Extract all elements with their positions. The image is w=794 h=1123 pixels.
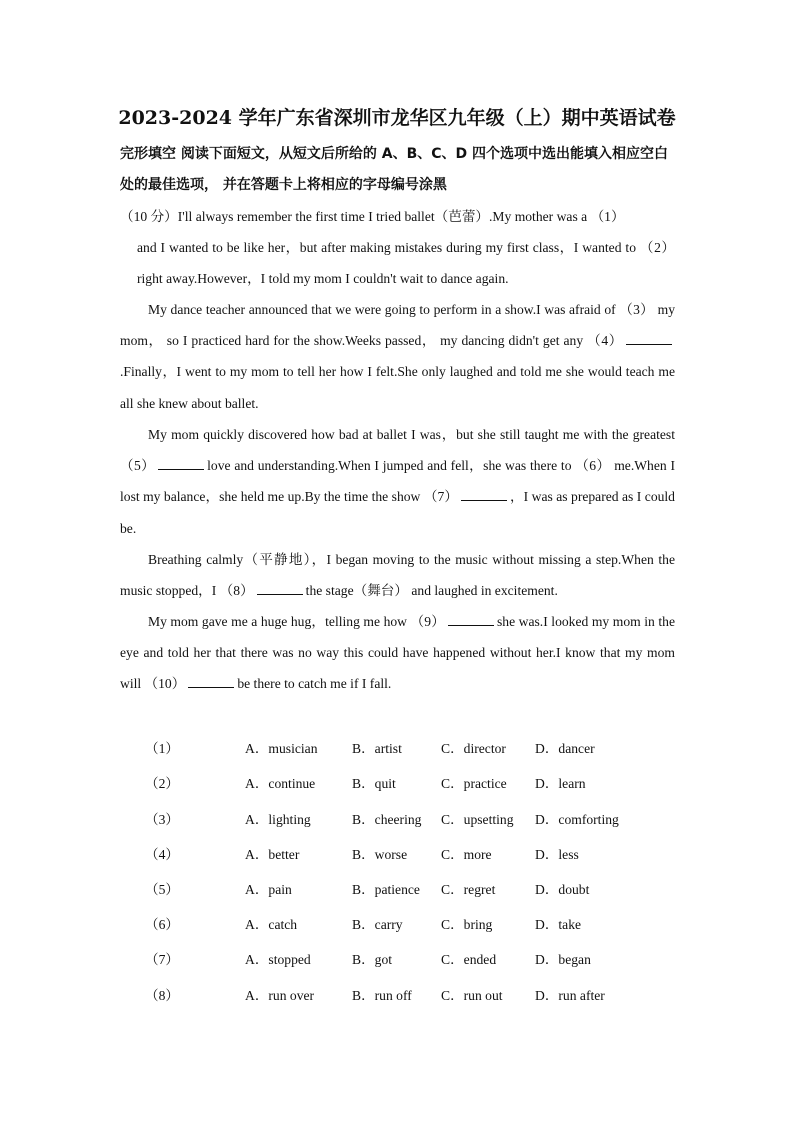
paragraph-1-rest: and I wanted to be like her，but after making mistakes during my first class，I wanted to （2） right away.However，I told my mom I couldn't wait to dance again. <box>137 240 675 287</box>
option-d: D．less <box>535 847 579 862</box>
option-a: A．lighting <box>245 812 311 827</box>
answer-blank-4 <box>626 332 672 345</box>
answer-blank-10 <box>188 675 234 688</box>
instructions-line-2: 处的最佳选项， 并在答题卡上将相应的字母编号涂黑 <box>120 177 447 193</box>
paragraph-3-text-c: ，I was as prepared as I could be. <box>120 489 675 536</box>
option-b: B．carry <box>352 917 403 932</box>
option-c: C．bring <box>441 917 493 932</box>
paragraph-3-text-a: My mom quickly discovered how bad at ballet I was，but she still taught me with the greatest （5） <box>120 427 675 474</box>
option-c: C．upsetting <box>441 812 514 827</box>
question-number: （1） <box>145 741 179 756</box>
option-b: B．run off <box>352 988 412 1003</box>
paragraph-5-text-b: she was.I looked my mom in the eye and told her that there was no way this could have happened without her.I know that my mom will （10） <box>120 614 675 692</box>
option-b: B．got <box>352 952 393 967</box>
question-number: （8） <box>145 988 179 1003</box>
answer-blank-9 <box>448 613 494 626</box>
option-b: B．artist <box>352 741 402 756</box>
option-a: A．pain <box>245 882 292 897</box>
option-a: A．continue <box>245 776 316 791</box>
option-d: D．began <box>535 952 591 967</box>
question-number: （3） <box>145 812 179 827</box>
page-title: 2023-2024 学年广东省深圳市龙华区九年级（上）期中英语试卷 <box>118 107 676 129</box>
question-number: （7） <box>145 952 179 967</box>
passage-paragraph-4 <box>120 544 675 606</box>
question-number: （4） <box>145 847 179 862</box>
paragraph-5-text-c: be there to catch me if I fall. <box>237 676 392 692</box>
paragraph-3-text-b: love and understanding.When I jumped and fell，she was there to （6） me.When I lost my balance，she held me up.By the time the show （7） <box>120 458 675 505</box>
option-a: A．catch <box>245 917 298 932</box>
passage-paragraph-3 <box>120 419 675 544</box>
paragraph-5-text-a: My mom gave me a huge hug，telling me how （9） <box>148 614 445 629</box>
paragraph-1-lead: （10 分）I'll always remember the first time I tried ballet（芭蕾）.My mother was a （1） <box>120 209 625 224</box>
question-number: （6） <box>145 917 179 932</box>
paragraph-4-text-a: Breathing calmly（平静地），I began moving to the music without missing a step.When the music stopped，I （8） <box>120 552 675 599</box>
answer-blank-5 <box>158 457 204 470</box>
option-a: A．better <box>245 847 300 862</box>
option-c: C．practice <box>441 776 507 791</box>
option-c: C．ended <box>441 952 497 967</box>
option-a: A．run over <box>245 988 315 1003</box>
passage-paragraph-5 <box>120 606 675 700</box>
option-c: C．run out <box>441 988 503 1003</box>
option-a: A．musician <box>245 741 318 756</box>
option-b: B．patience <box>352 882 420 897</box>
option-b: B．quit <box>352 776 396 791</box>
paragraph-4-text-b: the stage（舞台） and laughed in excitement. <box>305 583 558 599</box>
option-b: B．worse <box>352 847 408 862</box>
option-d: D．dancer <box>535 741 595 756</box>
option-a: A．stopped <box>245 952 311 967</box>
option-d: D．take <box>535 917 582 932</box>
option-d: D．comforting <box>535 812 619 827</box>
question-number: （5） <box>145 882 179 897</box>
option-c: C．regret <box>441 882 496 897</box>
option-d: D．run after <box>535 988 605 1003</box>
option-d: D．learn <box>535 776 586 791</box>
paragraph-2-text-b: .Finally，I went to my mom to tell her how I felt.She only laughed and told me she would teach me all she knew about ballet. <box>120 364 675 411</box>
option-d: D．doubt <box>535 882 590 897</box>
answer-blank-8 <box>257 582 303 595</box>
option-b: B．cheering <box>352 812 422 827</box>
paragraph-2-text-a: My dance teacher announced that we were going to perform in a show.I was afraid of （3） my mom， so I practiced hard for the show.Weeks passed， my dancing didn't get any （4） <box>120 302 675 349</box>
passage-paragraph-2 <box>120 294 675 419</box>
answer-blank-7 <box>461 488 507 501</box>
instructions-line-1: 完形填空 阅读下面短文，从短文后所给的 A、B、C、D 四个选项中选出能填入相应空白 <box>120 146 669 162</box>
passage-paragraph-1 <box>120 201 675 295</box>
option-c: C．more <box>441 847 492 862</box>
question-number: （2） <box>145 776 179 791</box>
option-c: C．director <box>441 741 506 756</box>
